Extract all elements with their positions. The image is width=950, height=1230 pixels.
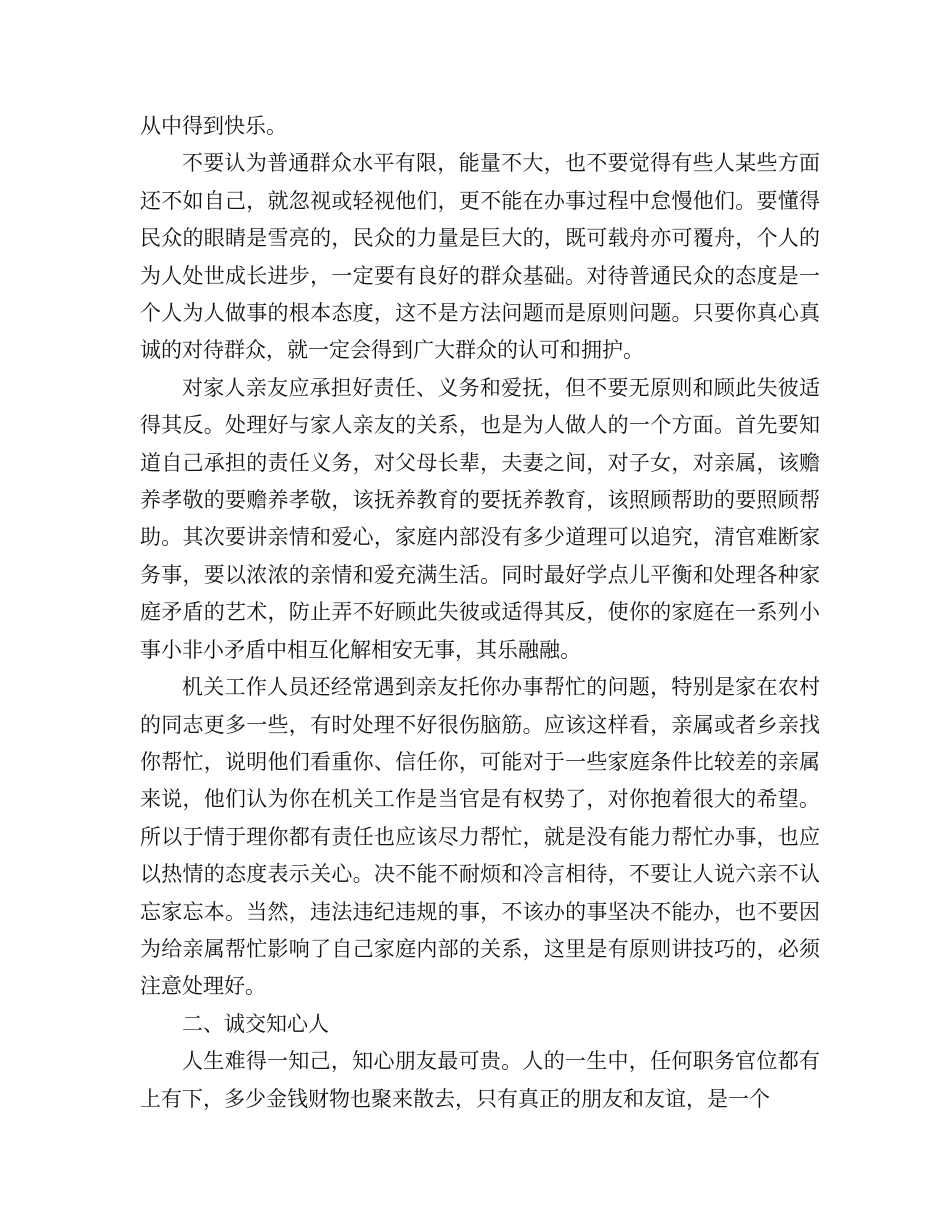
section-heading-friends: 二、诚交知心人 bbox=[182, 1011, 329, 1036]
paragraph-family-relations: 对家人亲友应承担好责任、义务和爱抚，但不要无原则和顾此失彼适得其反。处理好与家人亲友的关系，也是为人做人的一个方面。首先要知道自己承担的责任义务，对父母长辈，夫妻之间，对子女，对亲属，该赡养孝敬的要赡养孝敬，该抚养教育的要抚养教育，该照顾帮助的要照顾帮助。其次要讲亲情和爱心，家庭内部没有多少道理可以追究，清官难断家务事，要以浓浓的亲情和爱充满生活。同时最好学点儿平衡和处理各种家庭矛盾的艺术，防止弄不好顾此失彼或适得其反，使你的家庭在一系列小事小非小矛盾中相互化解相安无事，其乐融融。 bbox=[140, 375, 820, 662]
paragraph-treat-masses: 不要认为普通群众水平有限，能量不大，也不要觉得有些人某些方面还不如自己，就忽视或轻视他们，更不能在办事过程中怠慢他们。要懂得民众的眼睛是雪亮的，民众的力量是巨大的，既可载舟亦可覆舟，个人的为人处世成长进步，一定要有良好的群众基础。对待普通民众的态度是一个人为人做事的根本态度，这不是方法问题而是原则问题。只要你真心真诚的对待群众，就一定会得到广大群众的认可和拥护。 bbox=[140, 151, 820, 363]
paragraph-relatives-help: 机关工作人员还经常遇到亲友托你办事帮忙的问题，特别是家在农村的同志更多一些，有时处理不好很伤脑筋。应该这样看，亲属或者乡亲找你帮忙，说明他们看重你、信任你，可能对于一些家庭条件比较差的亲属来说，他们认为你在机关工作是当官是有权势了，对你抱着很大的希望。所以于情于理你都有责任也应该尽力帮忙，就是没有能力帮忙办事，也应以热情的态度表示关心。决不能不耐烦和冷言相待，不要让人说六亲不认忘家忘本。当然，违法违纪违规的事，不该办的事坚决不能办，也不要因为给亲属帮忙影响了自己家庭内部的关系，这里是有原则讲技巧的，必须注意处理好。 bbox=[140, 675, 820, 999]
document-page bbox=[140, 108, 820, 1118]
paragraph-continuation: 从中得到快乐。 bbox=[140, 114, 287, 138]
paragraph-true-friends: 人生难得一知己，知心朋友最可贵。人的一生中，任何职务官位都有上有下，多少金钱财物也聚来散去，只有真正的朋友和友谊，是一个 bbox=[140, 1049, 820, 1111]
